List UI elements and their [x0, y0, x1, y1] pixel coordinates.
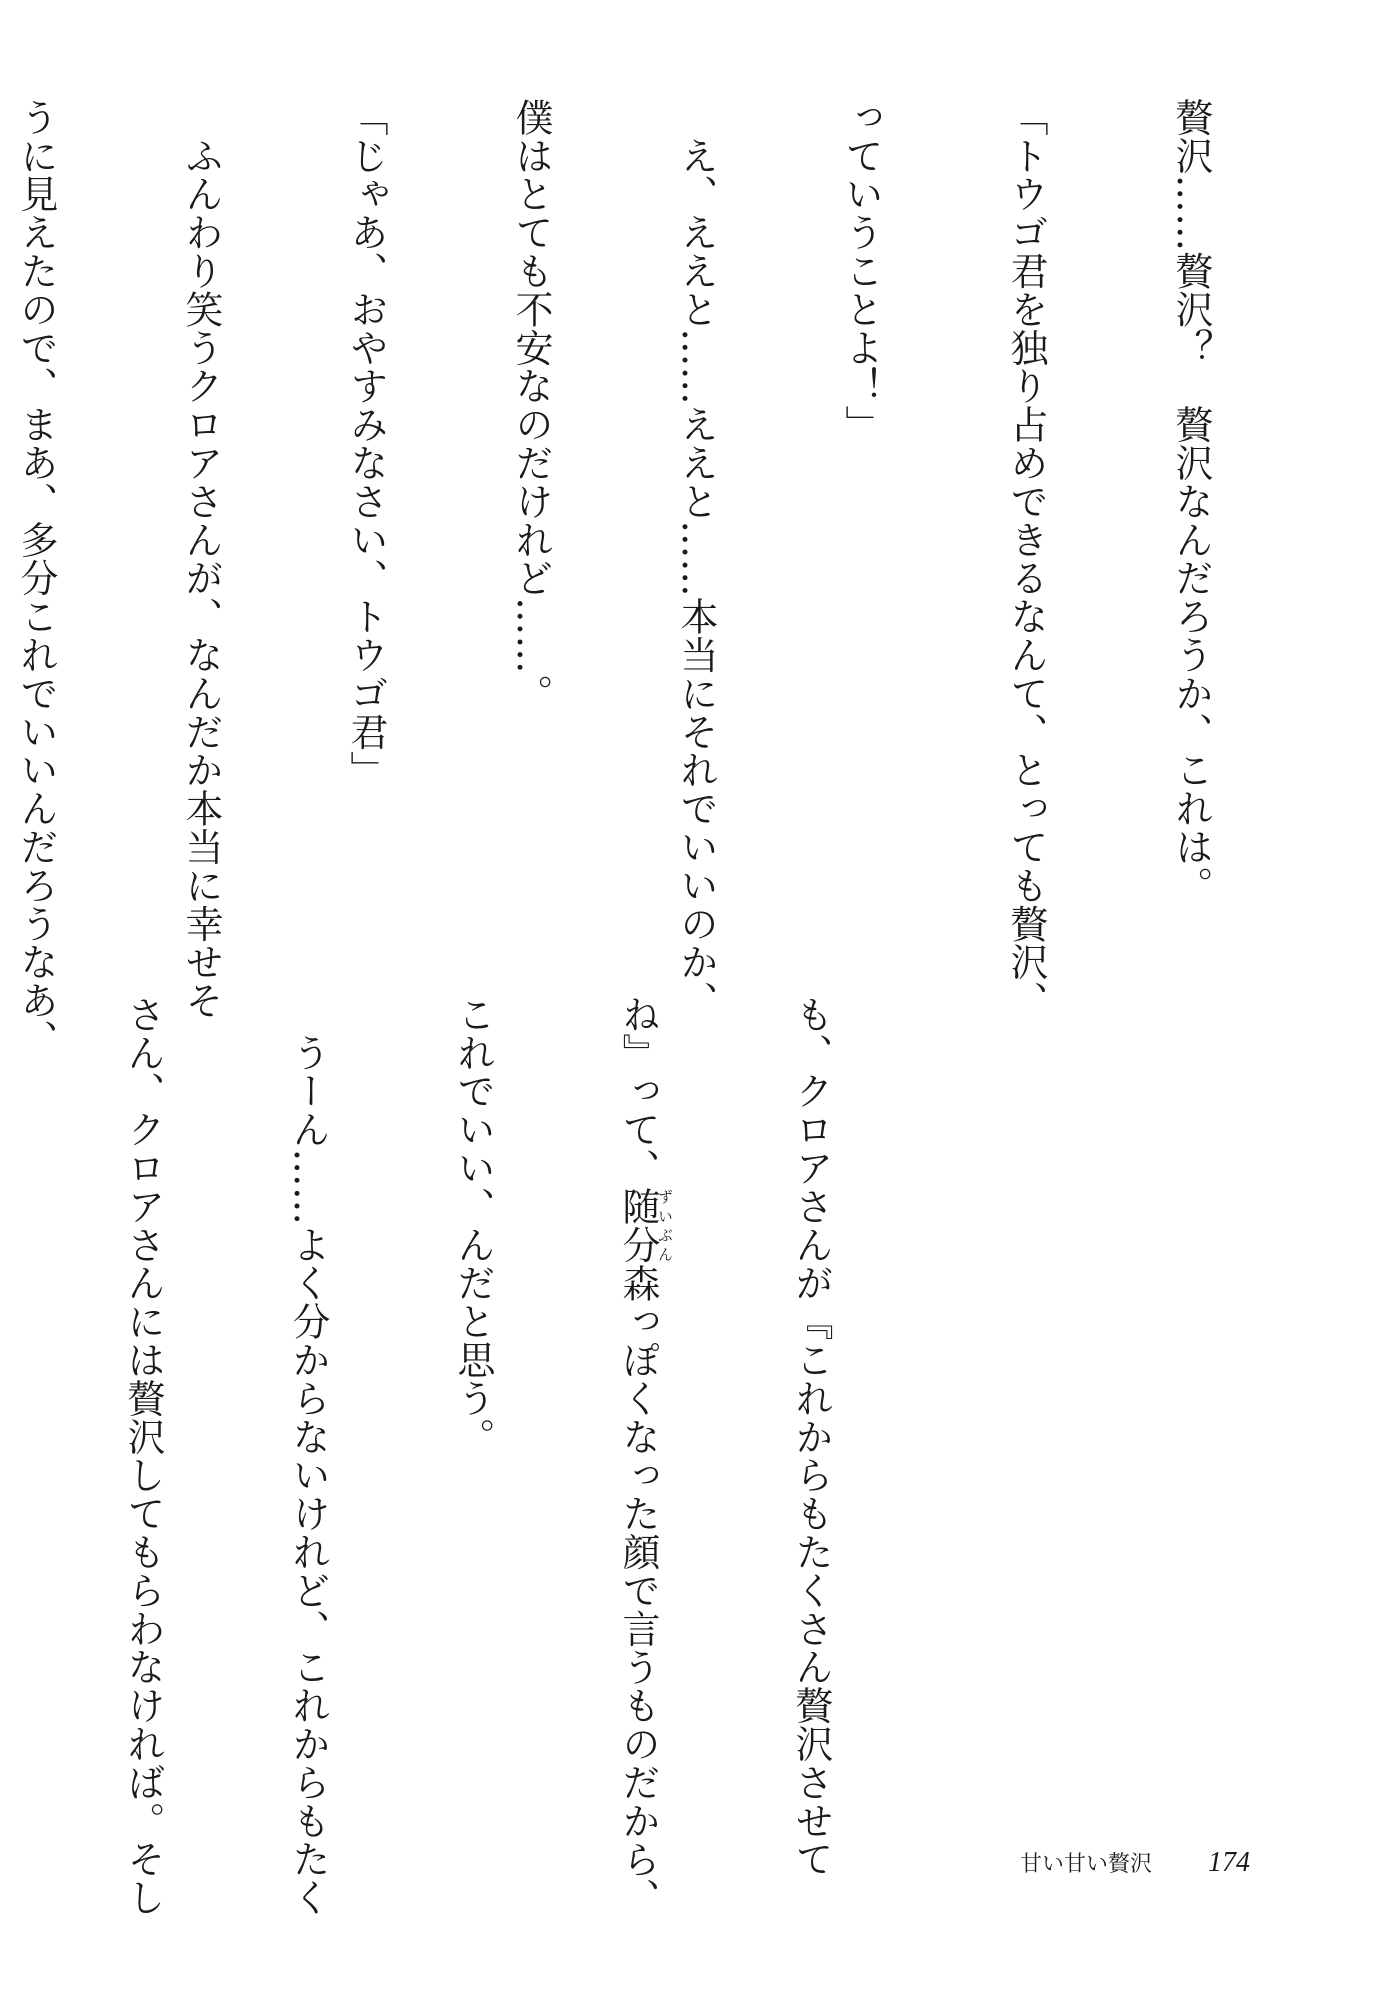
ruby-word	[616, 1187, 674, 1264]
page-number: 174	[1208, 1847, 1250, 1878]
text-segment: 森っぽくなった顔で言うものだから、	[616, 1263, 660, 1917]
text-line: 贅沢……贅沢？ 贅沢なんだろうか、これは。	[1169, 98, 1213, 905]
text-line: っていうことよ！」	[839, 98, 883, 444]
text-line: え、ええと……ええと……本当にそれでいいのか、	[674, 98, 718, 1020]
text-line: も、クロアさんが『これからもたくさん贅沢させて	[789, 995, 833, 1879]
ruby-base: 随分	[616, 1187, 660, 1264]
text-line: うーん……よく分からないけれど、これからもたく	[286, 995, 330, 1917]
text-segment: ね』って、	[616, 995, 660, 1187]
text-line: 「トウゴ君を独り占めできるなんて、とっても贅沢、	[1004, 98, 1048, 1020]
text-line-with-ruby	[610, 995, 674, 1917]
text-line: これでいい、んだと思う。	[451, 995, 495, 1456]
text-line: 僕はとても不安なのだけれど……。	[509, 98, 553, 713]
text-line: 「じゃあ、おやすみなさい、トウゴ君」	[344, 98, 388, 790]
text-line: ふんわり笑うクロアさんが、なんだか本当に幸せそ	[179, 98, 223, 1020]
main-text-upper-block	[0, 98, 1328, 1058]
text-line	[0, 995, 5, 1755]
text-line: うに見えたので、まあ、多分これでいいんだろうなあ、	[14, 98, 58, 1058]
running-title: 甘い甘い贅沢	[1019, 1852, 1152, 1877]
text-line: さん、クロアさんには贅沢してもらわなければ。そし	[121, 995, 165, 1917]
page-footer	[1020, 1847, 1250, 1879]
ruby-reading: ずいぶん	[656, 1187, 674, 1264]
main-text-lower-block	[0, 995, 948, 1917]
